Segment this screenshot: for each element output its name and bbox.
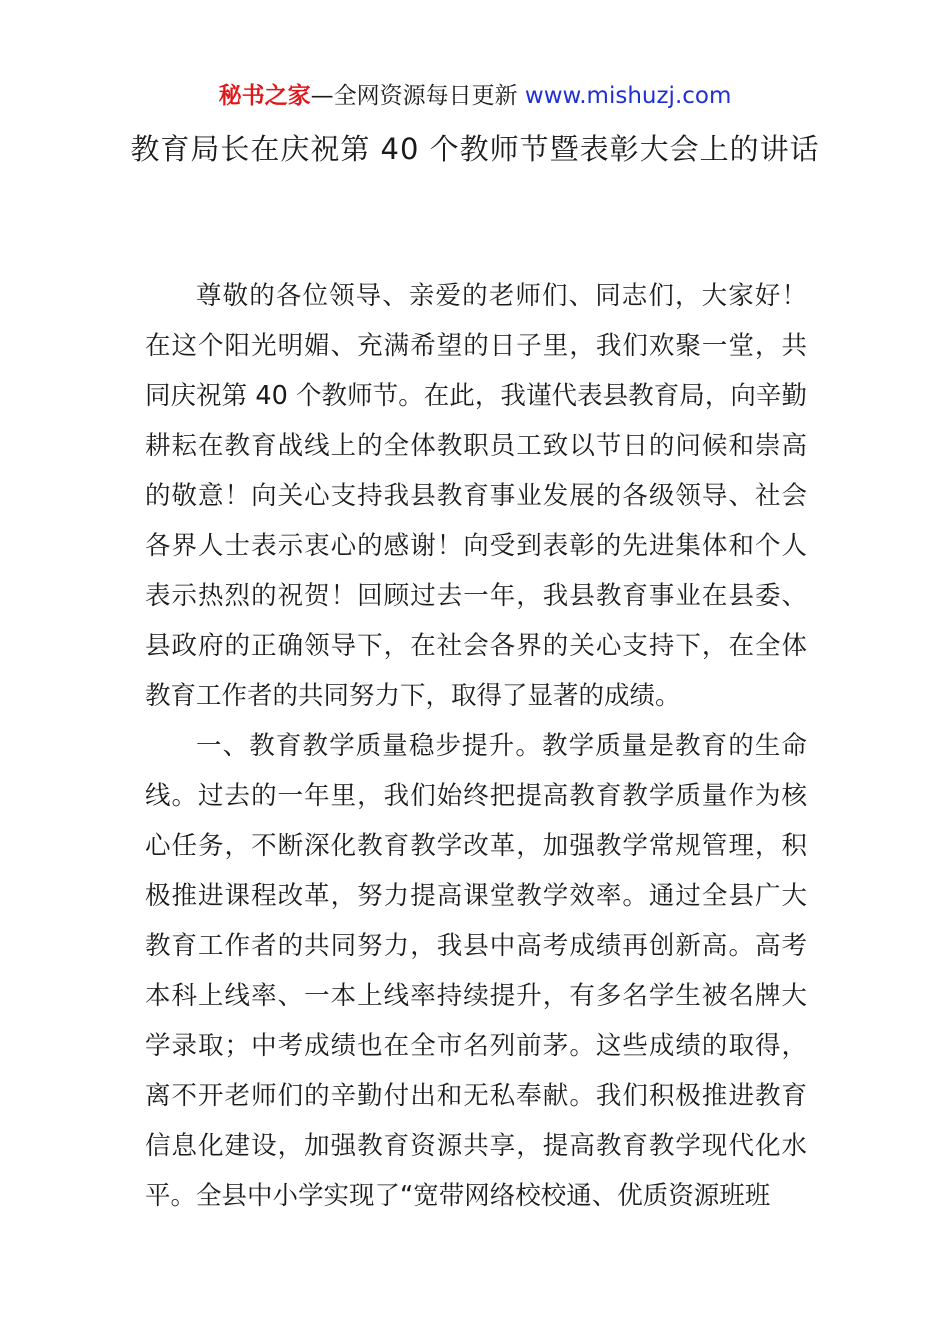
document-title: 教育局长在庆祝第 40 个教师节暨表彰大会上的讲话	[130, 132, 820, 166]
paragraph: 尊敬的各位领导、亲爱的老师们、同志们，大家好！在这个阳光明媚、充满希望的日子里，我们欢聚一堂，共同庆祝第 40 个教师节。在此，我谨代表县教育局，向辛勤耕耘在教育战线上的全体教职员工致以节日的问候和崇高的敬意！向关心支持我县教育事业发展的各级领导、社会各界人士表示衷心的感谢！向受到表彰的先进集体和个人表示热烈的祝贺！回顾过去一年，我县教育事业在县委、县政府的正确领导下，在社会各界的关心支持下，在全体教育工作者的共同努力下，取得了显著的成绩。	[145, 281, 807, 711]
paragraph: 一、教育教学质量稳步提升。教学质量是教育的生命线。过去的一年里，我们始终把提高教育教学质量作为核心任务，不断深化教育教学改革，加强教学常规管理，积极推进课程改革，努力提高课堂教学效率。通过全县广大教育工作者的共同努力，我县中高考成绩再创新高。高考本科上线率、一本上线率持续提升，有多名学生被名牌大学录取；中考成绩也在全市名列前茅。这些成绩的取得，离不开老师们的辛勤付出和无私奉献。我们积极推进教育信息化建设，加强教育资源共享，提高教育教学现代化水平。全县中小学实现了“宽带网络校校通、优质资源班班	[145, 731, 807, 1211]
site-brand: 秘书之家	[218, 83, 311, 109]
document-body	[145, 271, 807, 1221]
site-header	[0, 80, 950, 112]
site-tagline: —全网资源每日更新	[310, 83, 525, 109]
site-url-link[interactable]: www.mishuzj.com	[524, 83, 732, 109]
